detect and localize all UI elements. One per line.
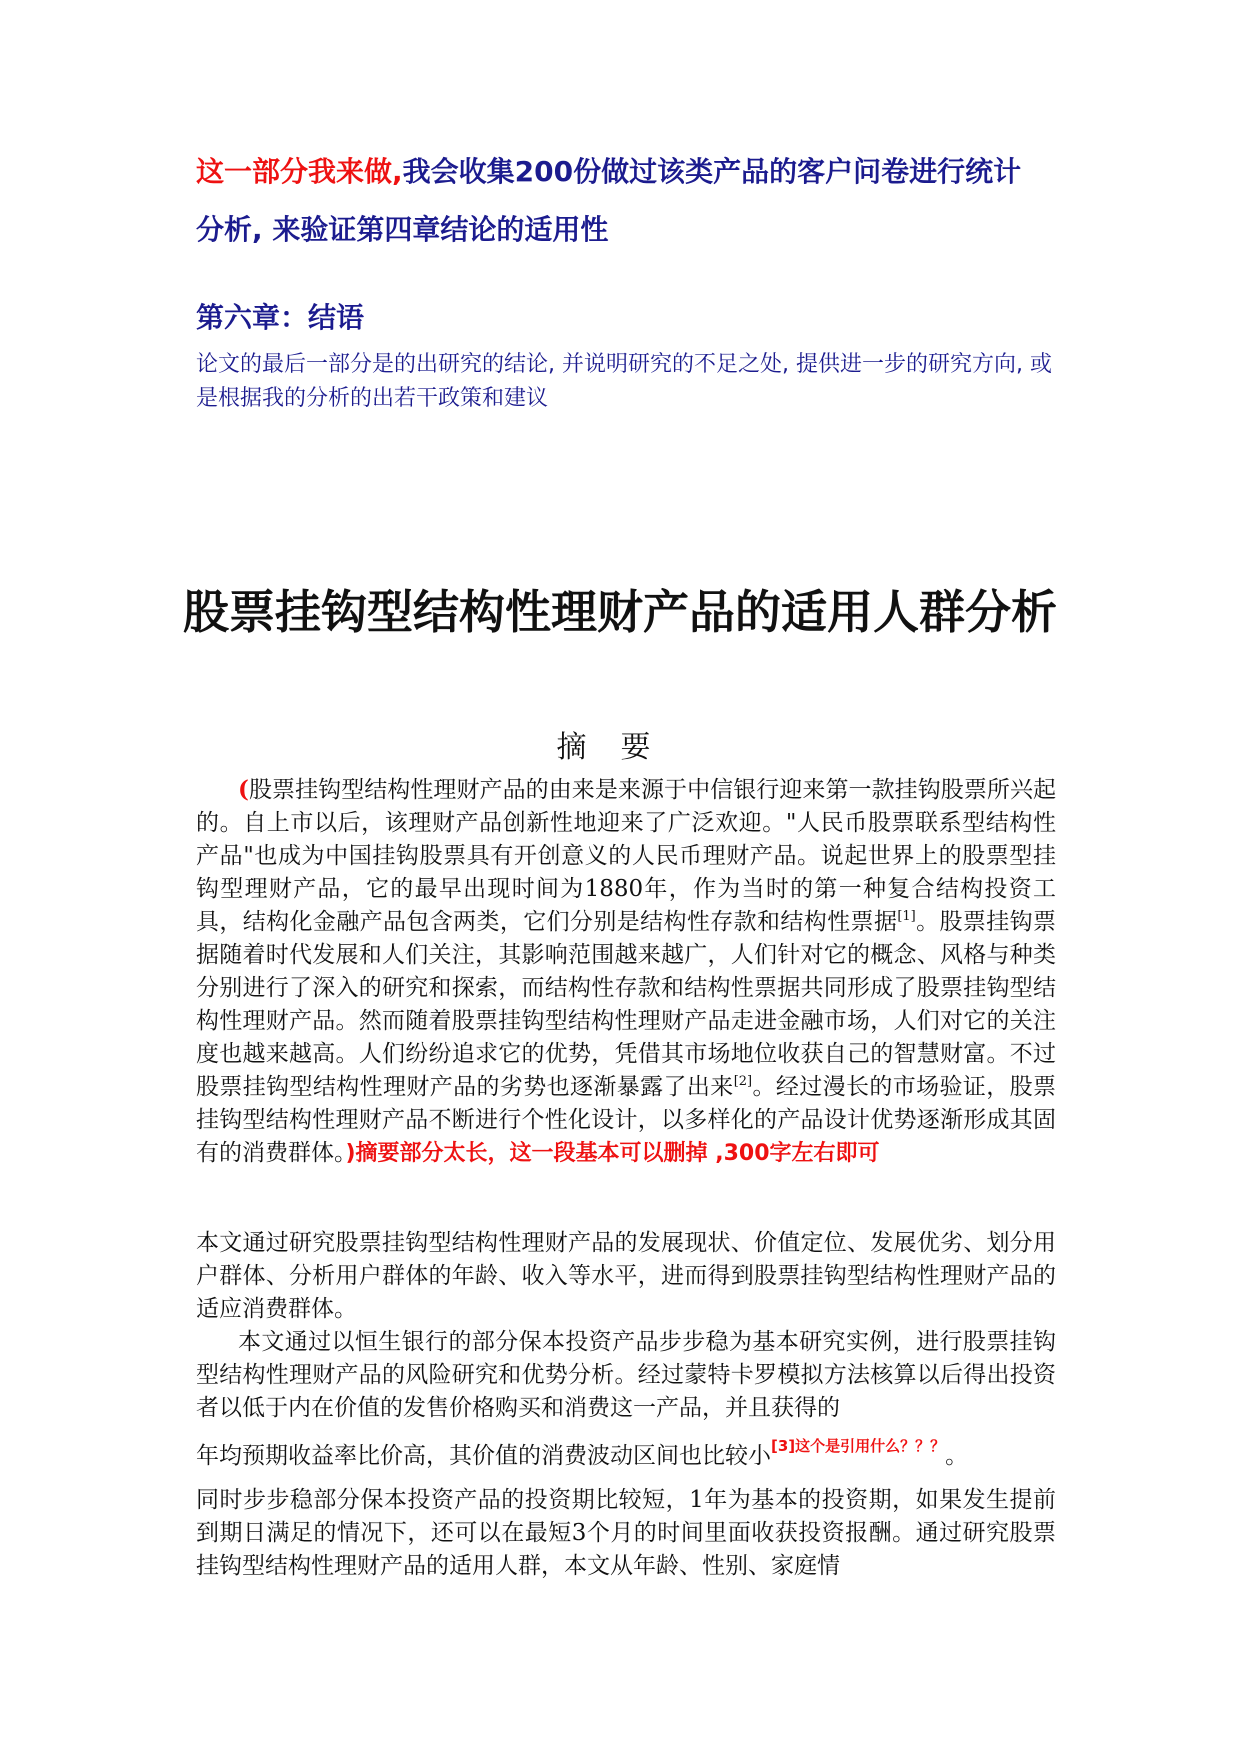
reviewer-note-line-2: 分析, 来验证第四章结论的适用性 [196, 213, 609, 246]
chapter-body: 论文的最后一部分是的出研究的结论, 并说明研究的不足之处, 提供进一步的研究方向, 或是根据我的分析的出若干政策和建议 [196, 352, 1052, 411]
reviewer-note-red: 这一部分我来做, [196, 155, 403, 188]
reviewer-note-text: 我会收集200份做过该类产品的客户问卷进行统计 [402, 155, 1022, 188]
abstract-paragraph-1 [196, 773, 1056, 1170]
abstract-p3-end: 。 [945, 1443, 969, 1469]
abstract-p1-text-c: 。经过漫长的市场验证，股票挂钩型结构性理财产品不断进行个性化设计，以多样化的产品设计优势逐渐形成其固有的消费群体。 [196, 1074, 1057, 1166]
reviewer-comment-abstract: )摘要部分太长，这一段基本可以删掉 ,300字左右即可 [345, 1141, 880, 1166]
open-paren-mark: ( [238, 776, 249, 803]
paper-title: 股票挂钩型结构性理财产品的适用人群分析 [183, 585, 1057, 639]
reviewer-note-line-1 [196, 150, 1076, 190]
abstract-paragraph-3-last-line [196, 1430, 1056, 1473]
abstract-paragraph-4: 同时步步稳部分保本投资产品的投资期比较短，1年为基本的投资期，如果发生提前到期日满足的情况下，还可以在最短3个月的时间里面收获投资报酬。通过研究股票挂钩型结构性理财产品的适用人群，本文从年龄、性别、家庭情 [196, 1487, 1056, 1579]
abstract-p3-last-text: 年均预期收益率比价高，其价值的消费波动区间也比较小 [196, 1443, 771, 1469]
abstract-p1-text-a: 股票挂钩型结构性理财产品的由来是来源于中信银行迎来第一款挂钩股票所兴起的。自上市以后，该理财产品创新性地迎来了广泛欢迎。"人民币股票联系型结构性产品"也成为中国挂钩股票具有开创意义的人民币理财产品。说起世界上的股票型挂钩型理财产品，它的最早出现时间为1880年，作为当时的第一种复合结构投资工具，结构化金融产品包含两类，它们分别是结构性存款和结构性票据 [196, 777, 1056, 935]
citation-ref-1: [1] [897, 909, 916, 924]
abstract-paragraph-2: 本文通过研究股票挂钩型结构性理财产品的发展现状、价值定位、发展优劣、划分用户群体、分析用户群体的年龄、收入等水平，进而得到股票挂钩型结构性理财产品的适应消费群体。 [196, 1230, 1056, 1322]
reviewer-comment-citation: 这个是引用什么？？？ [795, 1437, 946, 1455]
citation-ref-3: [3] [771, 1437, 796, 1455]
citation-ref-2: [2] [733, 1074, 753, 1089]
abstract-paragraph-3: 本文通过以恒生银行的部分保本投资产品步步稳为基本研究实例，进行股票挂钩型结构性理财产品的风险研究和优势分析。经过蒙特卡罗模拟方法核算以后得出投资者以低于内在价值的发售价格购买和消费这一产品，并且获得的 [196, 1329, 1056, 1421]
chapter-heading: 第六章：结语 [196, 301, 365, 334]
abstract-p1-text-b: 。股票挂钩票据随着时代发展和人们关注，其影响范围越来越广，人们针对它的概念、风格与种类分别进行了深入的研究和探索，而结构性存款和结构性票据共同形成了股票挂钩型结构性理财产品。然而随着股票挂钩型结构性理财产品走进金融市场，人们对它的关注度也越来越高。人们纷纷追求它的优势，凭借其市场地位收获自己的智慧财富。不过股票挂钩型结构性理财产品的劣势也逐渐暴露了出来 [196, 909, 1057, 1100]
abstract-heading: 摘要 [556, 730, 685, 765]
